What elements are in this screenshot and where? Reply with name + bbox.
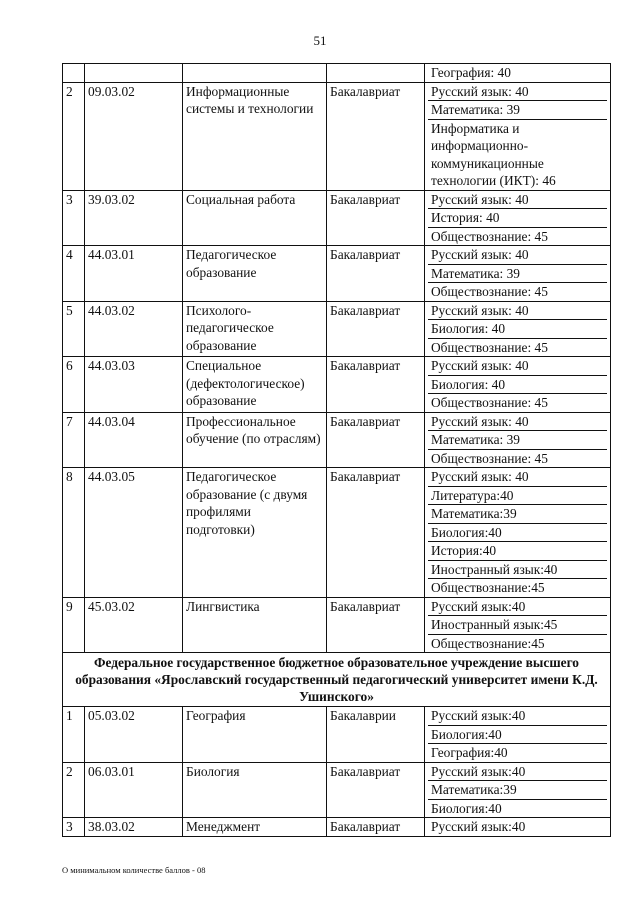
education-level: Бакалавриат <box>327 468 425 598</box>
row-number: 4 <box>63 246 85 302</box>
subject-min-score: Обществознание: 45 <box>428 393 607 412</box>
subject-min-score: Иностранный язык:40 <box>428 560 607 579</box>
subject-scores <box>425 190 611 246</box>
table-body-upper <box>63 64 611 653</box>
row-number: 9 <box>63 597 85 653</box>
subject-scores <box>425 246 611 302</box>
subject-min-score: История:40 <box>428 541 607 560</box>
subject-min-score: География: 40 <box>431 65 511 80</box>
subject-min-score: Обществознание: 45 <box>428 282 607 301</box>
education-level: Бакалавриат <box>327 818 425 837</box>
subject-min-score: Биология: 40 <box>428 375 607 394</box>
subject-scores <box>425 818 611 837</box>
subject-scores <box>425 468 611 598</box>
row-number: 3 <box>63 818 85 837</box>
row-number: 5 <box>63 301 85 357</box>
subject-min-score: Обществознание:45 <box>428 578 607 597</box>
table-row <box>63 468 611 598</box>
education-level: Бакалавриат <box>327 190 425 246</box>
subject-min-score: Биология: 40 <box>428 319 607 338</box>
subject-min-score: Обществознание: 45 <box>428 227 607 246</box>
subject-min-score: Русский язык:40 <box>431 708 526 723</box>
table-row <box>63 707 611 763</box>
program-code: 09.03.02 <box>85 82 183 190</box>
subject-scores <box>425 64 611 83</box>
table-row <box>63 190 611 246</box>
subject-scores <box>425 412 611 468</box>
subject-min-score: История: 40 <box>428 208 607 227</box>
program-name: География <box>183 707 327 763</box>
table-row <box>63 82 611 190</box>
program-code: 05.03.02 <box>85 707 183 763</box>
row-number <box>63 64 85 83</box>
program-name: Социальная работа <box>183 190 327 246</box>
subject-scores <box>425 597 611 653</box>
program-name: Психолого-педагогическое образование <box>183 301 327 357</box>
program-code: 39.03.02 <box>85 190 183 246</box>
table-row <box>63 246 611 302</box>
footer-note: О минимальном количестве баллов - 08 <box>62 865 206 875</box>
subject-min-score: География:40 <box>428 743 607 762</box>
subject-min-score: Обществознание: 45 <box>428 449 607 468</box>
program-code: 44.03.04 <box>85 412 183 468</box>
subject-min-score: Литература:40 <box>428 486 607 505</box>
education-level: Бакалаврии <box>327 707 425 763</box>
education-level: Бакалавриат <box>327 762 425 818</box>
subject-min-score: Обществознание: 45 <box>428 338 607 357</box>
table-row <box>63 301 611 357</box>
table-row <box>63 64 611 83</box>
table-body-lower <box>63 707 611 837</box>
subject-min-score: Русский язык: 40 <box>431 247 529 262</box>
row-number: 1 <box>63 707 85 763</box>
row-number: 8 <box>63 468 85 598</box>
subject-scores <box>425 82 611 190</box>
subject-scores <box>425 762 611 818</box>
subject-min-score: Математика: 39 <box>428 430 607 449</box>
subject-min-score: Русский язык:40 <box>431 819 526 834</box>
row-number: 7 <box>63 412 85 468</box>
subject-min-score: Русский язык: 40 <box>431 413 529 429</box>
subject-min-score: Биология:40 <box>428 725 607 744</box>
page-number: 51 <box>313 33 327 48</box>
row-number: 3 <box>63 190 85 246</box>
subject-min-score: Информатика и информационно-коммуникационные технологии (ИКТ): 46 <box>428 119 607 190</box>
program-name: Менеджмент <box>183 818 327 837</box>
subject-scores <box>425 707 611 763</box>
program-code <box>85 64 183 83</box>
subject-min-score: Математика: 39 <box>428 100 607 119</box>
row-number: 6 <box>63 357 85 413</box>
subject-min-score: Русский язык: 40 <box>431 302 529 318</box>
row-number: 2 <box>63 82 85 190</box>
education-level: Бакалавриат <box>327 412 425 468</box>
row-number: 2 <box>63 762 85 818</box>
education-level: Бакалавриат <box>327 246 425 302</box>
program-code: 44.03.03 <box>85 357 183 413</box>
subject-min-score: Русский язык: 40 <box>431 358 529 373</box>
subject-min-score: Иностранный язык:45 <box>428 615 607 634</box>
subject-scores <box>425 301 611 357</box>
subject-min-score: Биология:40 <box>428 523 607 542</box>
subject-min-score: Русский язык: 40 <box>431 469 529 484</box>
table-row <box>63 762 611 818</box>
education-level <box>327 64 425 83</box>
program-name: Лингвистика <box>183 597 327 653</box>
program-code: 44.03.01 <box>85 246 183 302</box>
education-level: Бакалавриат <box>327 82 425 190</box>
education-level: Бакалавриат <box>327 301 425 357</box>
subject-min-score: Биология:40 <box>428 799 607 818</box>
table-row <box>63 818 611 837</box>
program-name: Биология <box>183 762 327 818</box>
program-code: 44.03.02 <box>85 301 183 357</box>
subject-min-score: Математика:39 <box>428 504 607 523</box>
table-row <box>63 412 611 468</box>
subject-scores <box>425 357 611 413</box>
program-code: 06.03.01 <box>85 762 183 818</box>
table-row <box>63 597 611 653</box>
subject-min-score: Русский язык:40 <box>431 763 526 779</box>
program-name: Педагогическое образование (с двумя профилями подготовки) <box>183 468 327 598</box>
min-scores-table <box>62 63 611 837</box>
subject-min-score: Обществознание:45 <box>428 634 607 653</box>
university-section-title: Федеральное государственное бюджетное образовательное учреждение высшего образования «Ярославский государственный педагогический университет имени К.Д. Ушинского» <box>63 653 611 707</box>
education-level: Бакалавриат <box>327 357 425 413</box>
subject-min-score: Математика: 39 <box>428 264 607 283</box>
subject-min-score: Русский язык: 40 <box>431 191 529 207</box>
program-name: Профессиональное обучение (по отраслям) <box>183 412 327 468</box>
program-name: Педагогическое образование <box>183 246 327 302</box>
subject-min-score: Русский язык: 40 <box>431 83 529 99</box>
program-code: 45.03.02 <box>85 597 183 653</box>
education-level: Бакалавриат <box>327 597 425 653</box>
table-row <box>63 357 611 413</box>
section-header <box>63 653 611 707</box>
program-name <box>183 64 327 83</box>
program-code: 38.03.02 <box>85 818 183 837</box>
program-name: Специальное (дефектологическое) образование <box>183 357 327 413</box>
subject-min-score: Русский язык:40 <box>431 598 526 614</box>
subject-min-score: Математика:39 <box>428 780 607 799</box>
program-code: 44.03.05 <box>85 468 183 598</box>
program-name: Информационные системы и технологии <box>183 82 327 190</box>
